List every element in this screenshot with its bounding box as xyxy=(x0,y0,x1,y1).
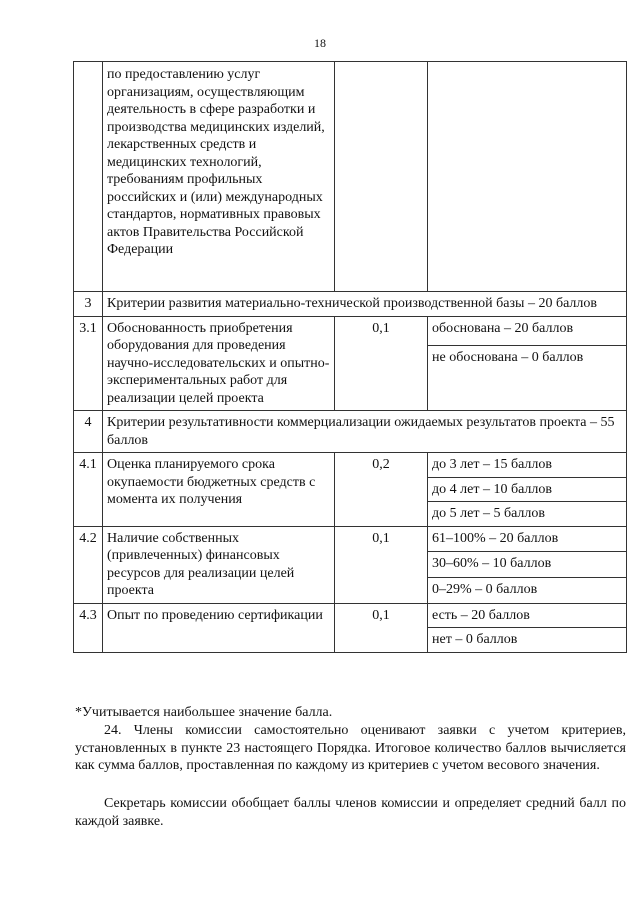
criterion-name: Опыт по проведению сертификации xyxy=(103,603,335,652)
score-option: до 3 лет – 15 баллов xyxy=(428,453,627,478)
table-row-section-4 xyxy=(74,411,627,453)
section-number: 4 xyxy=(74,411,103,453)
footnote: *Учитывается наибольшее значение балла. xyxy=(75,705,333,720)
score-option: 0–29% – 0 баллов xyxy=(428,577,627,603)
criterion-name: Наличие собственных (привлеченных) финансовых ресурсов для реализации целей проекта xyxy=(103,526,335,603)
score-option: не обоснована – 0 баллов xyxy=(428,346,627,411)
criterion-name: Обоснованность приобретения оборудования для проведения научно-исследовательских и опытно-экспериментальных работ для реализации целей проекта xyxy=(103,316,335,411)
score-option: нет – 0 баллов xyxy=(428,628,627,653)
table-row-criterion-4-3 xyxy=(74,603,627,628)
criterion-weight: 0,1 xyxy=(335,316,428,411)
number-cell xyxy=(74,62,103,292)
score-option: 30–60% – 10 баллов xyxy=(428,552,627,578)
table-row-section-3 xyxy=(74,292,627,317)
score-option: обоснована – 20 баллов xyxy=(428,316,627,346)
score-option: до 4 лет – 10 баллов xyxy=(428,477,627,502)
table-row-criterion-4-2 xyxy=(74,526,627,552)
weight-cell xyxy=(335,62,428,292)
page-number: 18 xyxy=(314,36,326,50)
section-number: 3 xyxy=(74,292,103,317)
paragraph-24: 24. Члены комиссии самостоятельно оценивают заявки с учетом критериев, установленных в пункте 23 настоящего Порядка. Итоговое количество баллов вычисляется как сумма баллов, проставленная по каждому из критериев с учетом весового значения. xyxy=(75,723,626,773)
score-option: 61–100% – 20 баллов xyxy=(428,526,627,552)
criterion-text: по предоставлению услуг организациям, осуществляющим деятельность в сфере разработки и производства медицинских изделий, лекарственных средств и медицинских технологий, требованиям профильных российских и (или) международных стандартов, нормативных правовых актов Правительства Российской Федерации xyxy=(103,62,335,292)
section-title: Критерии развития материально-технической производственной базы – 20 баллов xyxy=(103,292,627,317)
score-cell xyxy=(428,62,627,292)
criterion-number: 4.3 xyxy=(74,603,103,652)
criterion-number: 4.2 xyxy=(74,526,103,603)
criterion-number: 3.1 xyxy=(74,316,103,411)
criterion-weight: 0,1 xyxy=(335,526,428,603)
score-option: есть – 20 баллов xyxy=(428,603,627,628)
table-row-criterion-3-1 xyxy=(74,316,627,346)
section-title: Критерии результативности коммерциализации ожидаемых результатов проекта – 55 баллов xyxy=(103,411,627,453)
criterion-name: Оценка планируемого срока окупаемости бюджетных средств с момента их получения xyxy=(103,453,335,527)
score-option: до 5 лет – 5 баллов xyxy=(428,502,627,527)
table-row-criterion-4-1 xyxy=(74,453,627,478)
table-row-continuation xyxy=(74,62,627,292)
criterion-weight: 0,2 xyxy=(335,453,428,527)
criteria-table xyxy=(73,61,627,653)
criterion-number: 4.1 xyxy=(74,453,103,527)
criterion-weight: 0,1 xyxy=(335,603,428,652)
paragraph-secretary: Секретарь комиссии обобщает баллы членов комиссии и определяет средний балл по каждой заявке. xyxy=(75,796,626,829)
